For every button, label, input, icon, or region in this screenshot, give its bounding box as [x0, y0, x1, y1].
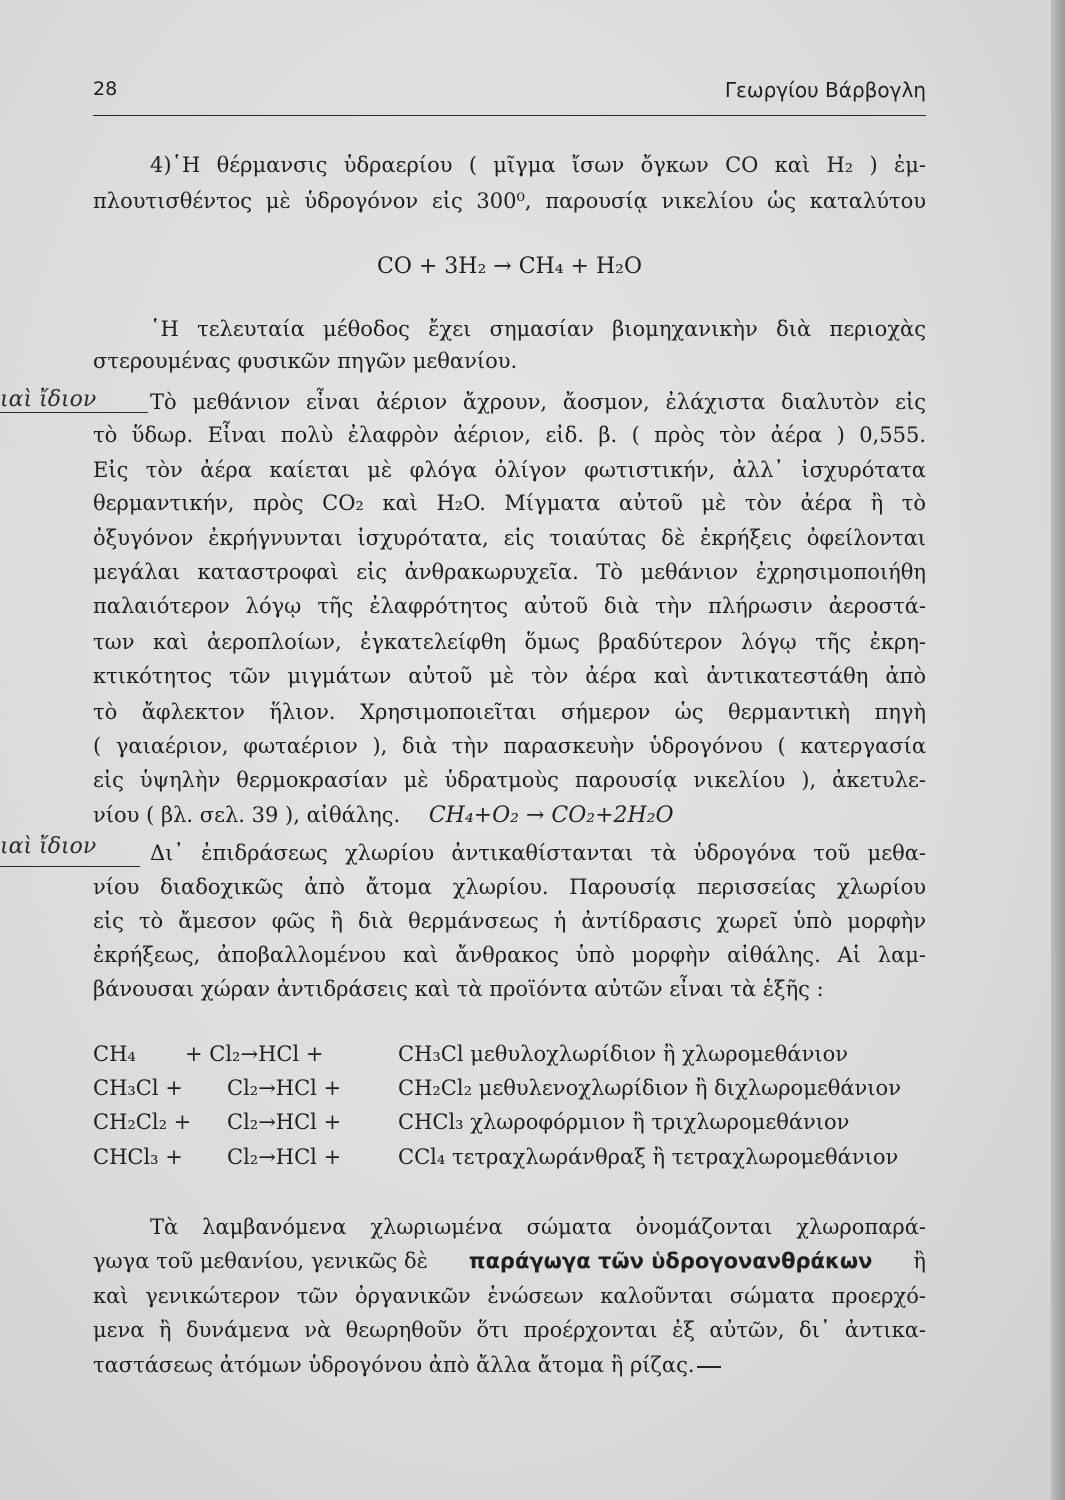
para1-line-13 [93, 800, 926, 830]
reaction-row [93, 1141, 926, 1173]
reaction-row [93, 1106, 926, 1138]
para1-line-12: εἰς ὑψηλὴν θερμοκρασίαν μὲ ὑδρατμοὺς παρουσίᾳ νικελίου ), ἀκετυλε- [93, 768, 926, 792]
margin-note-2: ιαὶ ἴδιον [0, 834, 97, 859]
running-head: Γεωργίου Βάρβογλη [724, 78, 926, 102]
reaction-row [93, 1038, 926, 1070]
reaction-reactant: CHCl₃ + [93, 1145, 183, 1169]
reaction-reagent: Cl₂→HCl + [227, 1145, 342, 1169]
intro-line-2: πλουτισθέντος μὲ ὑδρογόνον εἰς 300⁰, παρουσίᾳ νικελίου ὡς καταλύτου [93, 189, 926, 213]
reaction-product: CH₃Cl μεθυλοχλωρίδιον ἢ χλωρομεθάνιον [398, 1042, 849, 1066]
reaction-reactant: CH₃Cl + [93, 1076, 183, 1100]
reaction-row [93, 1072, 926, 1104]
para3-line-2 [93, 1246, 926, 1276]
reaction-product: CHCl₃ χλωροφόρμιον ἢ τριχλωρομεθάνιον [398, 1110, 850, 1134]
reaction-reactant: CH₄ [93, 1042, 136, 1066]
handwritten-equation: CH₄+O₂ → CO₂+2H₂O [428, 803, 674, 828]
para1-line-9: κτικότητος τῶν μιγμάτων αὐτοῦ μὲ τὸν ἀέρα καὶ ἀντικατεστάθη ἀπὸ [93, 664, 926, 688]
para1-line-6: μεγάλαι καταστροφαὶ εἰς ἀνθρακωρυχεῖα. Τὸ μεθάνιον ἐχρησιμοποιήθη [93, 560, 926, 584]
para2-line-4: ἐκρήξεως, ἀποβαλλομένου καὶ ἄνθρακος ὑπὸ μορφὴν αἰθάλης. Αἱ λαμ- [93, 943, 926, 967]
para2-line-1: Δι᾿ ἐπιδράσεως χλωρίου ἀντικαθίστανται τὰ ὑδρογόνα τοῦ μεθα- [150, 841, 926, 865]
intro-line-1: 4)῾Η θέρμανσις ὑδραερίου ( μῖγμα ἴσων ὄγκων CO καὶ H₂ ) ἐμ- [150, 153, 926, 177]
para1-line-13-text: νίου ( βλ. σελ. 39 ), αἰθάλης. [93, 803, 401, 827]
equation: CO + 3H₂ → CH₄ + H₂O [376, 254, 642, 279]
para2-line-2: νίου διαδοχικῶς ἀπὸ ἄτομα χλωρίου. Παρουσίᾳ περισσείας χλωρίου [93, 875, 926, 899]
page-edge [1051, 0, 1065, 1500]
margin-underline-2 [0, 866, 140, 867]
header-rule [93, 115, 926, 116]
reaction-reagent: Cl₂→HCl + [227, 1076, 342, 1100]
para2-line-3: εἰς τὸ ἄμεσον φῶς ἢ διὰ θερμάνσεως ἡ ἀντίδρασις χωρεῖ ὑπὸ μορφὴν [93, 909, 926, 933]
para1-line-8: των καὶ ἀεροπλοίων, ἐγκατελείφθη ὅμως βραδύτερον λόγῳ τῆς ἐκρη- [93, 630, 926, 654]
reaction-reagent: Cl₂→HCl + [227, 1110, 342, 1134]
para1-line-11: ( γαιαέριον, φωταέριον ), διὰ τὴν παρασκευὴν ὑδρογόνου ( κατεργασία [93, 734, 926, 758]
para1-line-3: Εἰς τὸν ἀέρα καίεται μὲ φλόγα ὀλίγον φωτιστικήν, ἀλλ᾿ ἰσχυρότατα [93, 458, 926, 482]
para3-line-2-start: γωγα τοῦ μεθανίου, γενικῶς δὲ [93, 1249, 428, 1273]
para3-line-2-end: ἢ [913, 1249, 926, 1273]
margin-note-1: ιαὶ ἴδιον [0, 387, 97, 412]
reaction-product: CH₂Cl₂ μεθυλενοχλωρίδιον ἢ διχλωρομεθάνιον [398, 1076, 901, 1100]
page-header [93, 78, 926, 112]
para1-line-1: Τὸ μεθάνιον εἶναι ἀέριον ἄχρουν, ἄοσμον, ἐλάχιστα διαλυτὸν εἰς [150, 390, 926, 414]
para1-line-4: θερμαντικήν, πρὸς CO₂ καὶ H₂O. Μίγματα αὐτοῦ μὲ τὸν ἀέρα ἢ τὸ [93, 491, 926, 515]
para3-line-4: μενα ἢ δυνάμενα νὰ θεωρηθοῦν ὅτι προέρχονται ἐξ αὐτῶν, δι᾿ ἀντικα- [93, 1318, 926, 1342]
intro-line-3: ῾Η τελευταία μέθοδος ἔχει σημασίαν βιομηχανικὴν διὰ περιοχὰς [150, 317, 926, 341]
margin-underline-1 [0, 412, 148, 413]
para1-line-5: ὀξυγόνον ἐκρήγνυνται ἰσχυρότατα, εἰς τοιαύτας δὲ ἐκρήξεις ὀφείλονται [93, 526, 926, 550]
intro-line-4: στερουμένας φυσικῶν πηγῶν μεθανίου. [93, 349, 518, 373]
para2-line-5: βάνουσαι χώραν ἀντιδράσεις καὶ τὰ προϊόντα αὐτῶν εἶναι τὰ ἑξῆς : [93, 977, 824, 1001]
page-number: 28 [93, 78, 118, 100]
reaction-product: CCl₄ τετραχλωράνθραξ ἢ τετραχλωρομεθάνιον [398, 1145, 899, 1169]
para3-line-3: καὶ γενικώτερον τῶν ὀργανικῶν ἑνώσεων καλοῦνται σώματα προερχό- [93, 1284, 926, 1308]
para3-line-5-text: ταστάσεως ἀτόμων ὑδρογόνου ἀπὸ ἄλλα ἄτομα ἢ ρίζας. [93, 1353, 695, 1377]
end-dash [697, 1366, 721, 1368]
para1-line-7: παλαιότερον λόγῳ τῆς ἐλαφρότητος αὐτοῦ διὰ τὴν πλήρωσιν ἀεροστά- [93, 594, 926, 618]
para1-line-2: τὸ ὕδωρ. Εἶναι πολὺ ἐλαφρὸν ἀέριον, εἰδ. β. ( πρὸς τὸν ἀέρα ) 0,555. [93, 423, 926, 447]
reaction-reagent: + Cl₂→HCl + [185, 1042, 324, 1066]
bold-term: παράγωγα τῶν ὑδρογονανθράκων [468, 1249, 873, 1273]
reaction-reactant: CH₂Cl₂ + [93, 1110, 192, 1134]
para3-line-1: Τὰ λαμβανόμενα χλωριωμένα σώματα ὀνομάζονται χλωροπαρά- [150, 1215, 926, 1239]
para1-line-10: τὸ ἄφλεκτον ἥλιον. Χρησιμοποιεῖται σήμερον ὡς θερμαντικὴ πηγὴ [93, 700, 926, 724]
para3-line-5 [93, 1350, 926, 1380]
